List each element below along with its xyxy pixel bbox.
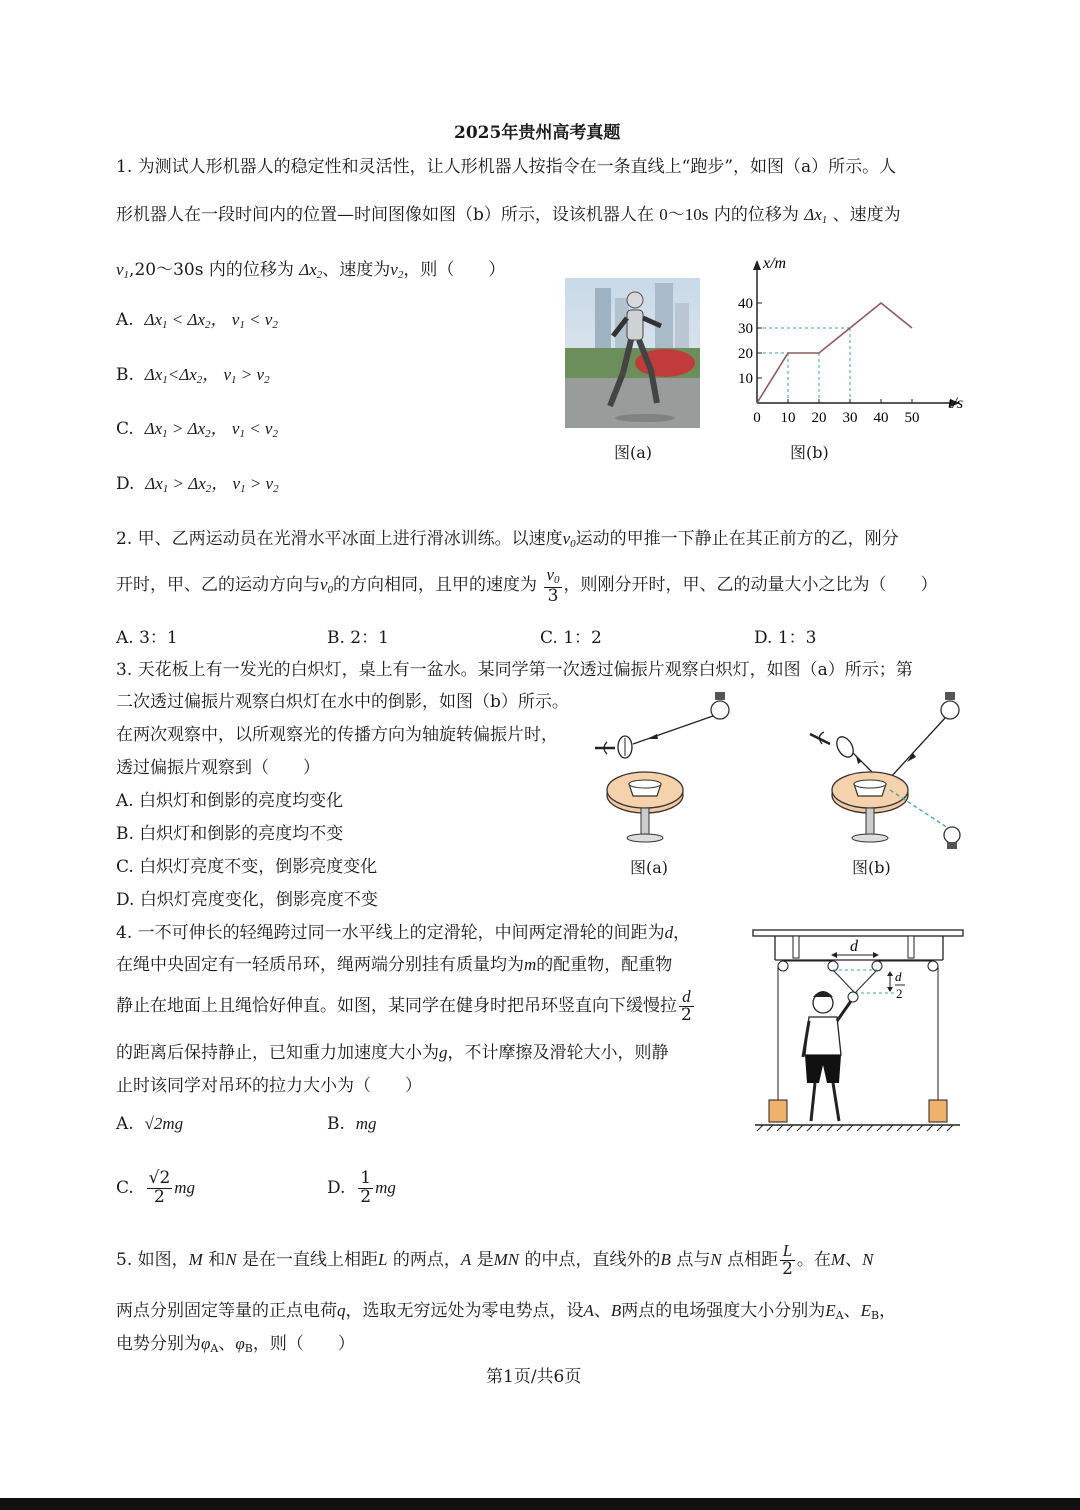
q5-line1: 5. 如图，M 和N 是在一直线上相距L 的两点，A 是MN 的中点，直线外的B 点与N 点相距 $\frac{L}{2}$ 。在M、N — [116, 1241, 874, 1279]
q2-option-a[interactable]: A. 3：1 — [116, 628, 178, 648]
q1-fig-b-caption: 图(b) — [790, 443, 829, 462]
q4-line5: 止时该同学对吊环的拉力大小为（ ） — [116, 1076, 422, 1096]
counterweight-icon — [769, 1100, 787, 1122]
q4-fig-d-label: d — [850, 938, 858, 955]
polarizer-lamp-figure-a — [585, 690, 745, 860]
q3-line1: 3. 天花板上有一发光的白炽灯，桌上有一盆水。某同学第一次透过偏振片观察白炽灯，如图（a）所示；第 — [116, 660, 913, 680]
y-tick-label-20: 20 — [738, 346, 753, 362]
q2-line1: 2. 甲、乙两运动员在光滑水平冰面上进行滑冰训练。以速度$v_0$运动的甲推一下静止在其正前方的乙，刚分 — [116, 529, 899, 550]
q4-line4: 的距离后保持静止，已知重力加速度大小为g，不计摩擦及滑轮大小，则静 — [116, 1043, 669, 1063]
y-axis-label: x/m — [763, 255, 787, 272]
x-axis-label: t/s — [948, 395, 964, 412]
lamp-icon — [711, 701, 729, 719]
q4-option-b[interactable]: B. mg — [327, 1114, 377, 1134]
q2-option-b[interactable]: B. 2：1 — [327, 628, 389, 648]
q5-line3: 电势分别为$\varphi_A$、$\varphi_B$，则（ ） — [116, 1334, 355, 1355]
water-basin-icon — [629, 780, 661, 788]
water-basin-icon — [854, 780, 886, 788]
page-title: 2025年贵州高考真题 — [454, 123, 621, 143]
q1-option-d[interactable]: D. $\Delta x_1 > \Delta x_2$， $v_1 > v_2$ — [116, 474, 279, 495]
polarizer-icon — [833, 734, 856, 760]
reflected-lamp-icon — [944, 827, 960, 843]
q3-line4: 透过偏振片观察到（ ） — [116, 758, 320, 778]
svg-text:2: 2 — [896, 986, 903, 1001]
x-tick-label-0: 0 — [753, 410, 761, 426]
q2-line2: 开时，甲、乙的运动方向与$v_0$的方向相同，且甲的速度为 $\frac{v_0}{3}$ ，则刚分开时，甲、乙的动量大小之比为（ ） — [116, 565, 938, 606]
x-tick-label-50: 50 — [904, 410, 920, 426]
q3-line2: 二次透过偏振片观察白炽灯在水中的倒影，如图（b）所示。 — [116, 692, 569, 712]
q1-line3: $v_1,20\sim 30s$ 内的位移为 $\Delta x_2$、速度为$v_2$，则（ ） — [116, 260, 506, 281]
svg-text:d: d — [895, 969, 902, 984]
q3-line3: 在两次观察中，以所观察光的传播方向为轴旋转偏振片时， — [116, 725, 558, 745]
x-tick-label-40: 40 — [873, 410, 889, 426]
q3-option-d[interactable]: D. 白炽灯亮度变化，倒影亮度不变 — [116, 890, 378, 910]
q1-option-c[interactable]: C. $\Delta x_1 > \Delta x_2$， $v_1 < v_2$ — [116, 419, 278, 440]
robot-photo — [565, 278, 700, 428]
q3-fig-a-caption: 图(a) — [630, 858, 669, 877]
y-tick-label-10: 10 — [738, 371, 753, 387]
y-tick-label-30: 30 — [738, 321, 753, 337]
q1-line1: 1. 为测试人形机器人的稳定性和灵活性，让人形机器人按指令在一条直线上“跑步”，如图（a）所示。人 — [116, 157, 897, 177]
pulley-figure — [745, 925, 970, 1140]
q4-option-d[interactable]: D. $\frac{1}{2}$ mg — [327, 1168, 396, 1207]
q3-option-b[interactable]: B. 白炽灯和倒影的亮度均不变 — [116, 824, 344, 844]
y-axis-arrow — [753, 260, 761, 270]
pulley-icon — [778, 961, 788, 971]
x-tick-label-20: 20 — [811, 410, 827, 426]
q4-line3: 静止在地面上且绳恰好伸直。如图，某同学在健身时把吊环竖直向下缓慢拉 $\frac{d}{2}$ — [116, 987, 692, 1025]
q4-line1: 4. 一不可伸长的轻绳跨过同一水平线上的定滑轮，中间两定滑轮的间距为d， — [116, 923, 691, 943]
y-tick-label-40: 40 — [738, 296, 753, 312]
position-series-line — [757, 303, 912, 403]
bottom-border — [0, 1498, 1080, 1510]
counterweight-icon — [929, 1100, 947, 1122]
q1-fig-a-caption: 图(a) — [614, 443, 653, 462]
lamp-icon — [941, 701, 959, 719]
pulley-icon — [928, 961, 938, 971]
q4-line2: 在绳中央固定有一轻质吊环，绳两端分别挂有质量均为m的配重物，配重物 — [116, 955, 673, 975]
q1-option-b[interactable]: B. $\Delta x_1<\Delta x_2$， $v_1 > v_2$ — [116, 365, 270, 386]
q5-line2: 两点分别固定等量的正点电荷q，选取无穷远处为零电势点，设A、B两点的电场强度大小分别为$E_A$、$E_B$， — [116, 1301, 897, 1322]
q4-option-c[interactable]: C. $\frac{√2}{2}$ mg — [116, 1168, 196, 1207]
position-time-chart — [730, 250, 970, 435]
q3-fig-b-caption: 图(b) — [852, 858, 891, 877]
q1-line2: 形机器人在一段时间内的位置—时间图像如图（b）所示，设该机器人在 0～10s 内的位移为 $\Delta x_1$ 、速度为 — [116, 205, 901, 226]
polarizer-lamp-figure-b — [800, 690, 970, 860]
q2-option-c[interactable]: C. 1：2 — [540, 628, 602, 648]
q3-option-c[interactable]: C. 白炽灯亮度不变，倒影亮度变化 — [116, 857, 378, 877]
q2-option-d[interactable]: D. 1：3 — [754, 628, 817, 648]
page-number: 第1页/共6页 — [486, 1367, 582, 1387]
x-tick-label-30: 30 — [842, 410, 858, 426]
q1-option-a[interactable]: A. $\Delta x_1 < \Delta x_2$， $v_1 < v_2$ — [116, 310, 278, 331]
hanging-ring-icon — [848, 992, 858, 1002]
q4-option-a[interactable]: A. √2mg — [116, 1114, 184, 1134]
q3-option-a[interactable]: A. 白炽灯和倒影的亮度均变化 — [116, 791, 344, 811]
x-tick-label-10: 10 — [780, 410, 796, 426]
